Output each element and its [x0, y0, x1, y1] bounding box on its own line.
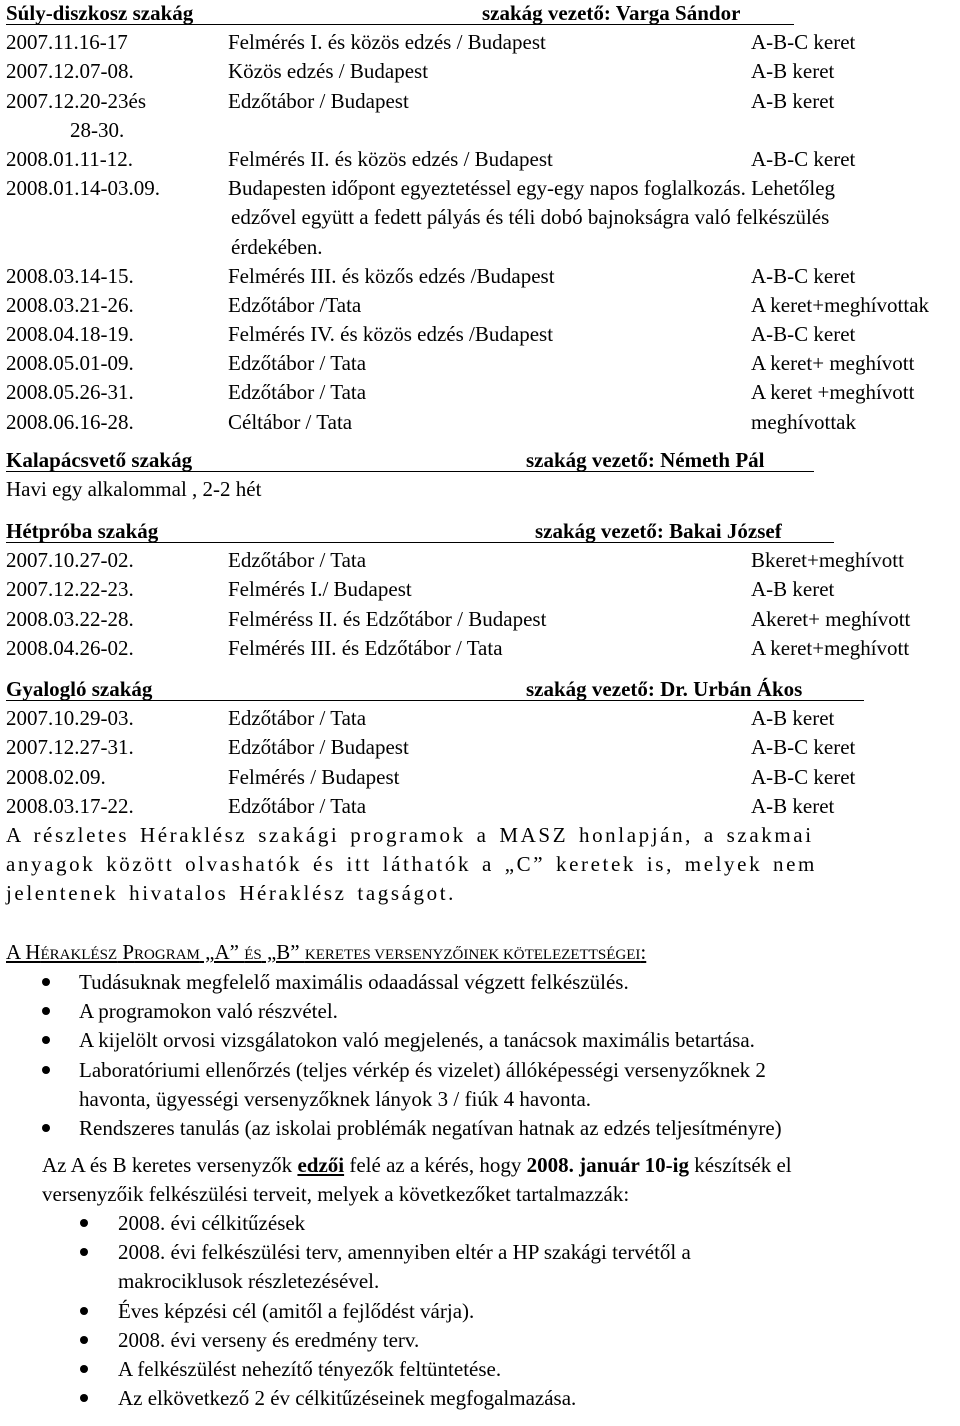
list-item: Laboratóriumi ellenőrzés (teljes vérkép és vizelet) állóképességi versenyzőknek 2 havonta, ügyességi versenyzőknek lányok 3 / fiúk 4 havonta.: [6, 1056, 956, 1114]
schedule-row: [6, 408, 956, 437]
schedule-row-long: 2008.01.14-03.09. Budapesten időpont egyeztetéssel egy-egy napos foglalkozás. Lehetőleg: [6, 176, 836, 201]
list-item: 2008. évi célkitűzések: [6, 1209, 956, 1238]
row-event: Edzőtábor / Tata: [228, 793, 367, 818]
date-continuation: 28-30.: [70, 117, 125, 142]
list-item: Rendszeres tanulás (az iskolai problémák negatívan hatnak az edzés teljesítményre): [6, 1114, 956, 1143]
schedule-row: [6, 733, 956, 762]
row-event: Felméréss II. és Edzőtábor / Budapest: [228, 606, 547, 631]
row-group: A keret+meghívottak: [751, 292, 930, 317]
section-title: Súly-diszkosz szakág: [6, 1, 194, 25]
schedule-row: [6, 145, 956, 174]
row-date: 2007.12.27-31.: [6, 735, 134, 760]
section-title: Hétpróba szakág: [6, 519, 159, 543]
info-paragraph: A részletes Héraklész szakági programok a MASZ honlapján, a szakmai anyagok között olvashatók és itt láthatók a „C” keretek is, melyek nem jelentenek hivatalos Héraklész tagságot.: [6, 823, 817, 906]
schedule-row: [6, 634, 956, 663]
row-event: Edzőtábor / Tata: [228, 351, 367, 376]
section-kalapacsveto: [6, 446, 956, 504]
row-event: Edzőtábor / Budapest: [228, 735, 409, 760]
row-date: 2008.03.21-26.: [6, 292, 134, 317]
row-group: A-B-C keret: [751, 764, 856, 789]
row-event: Edzőtábor /Tata: [228, 292, 362, 317]
row-group: Akeret+ meghívott: [751, 606, 911, 631]
section-header: [6, 517, 956, 546]
list-item: A kijelölt orvosi vizsgálatokon való megjelenés, a tanácsok maximális betartása.: [6, 1026, 956, 1055]
schedule-row: [6, 704, 956, 733]
row-event: Felmérés I. és közös edzés / Budapest: [228, 30, 546, 55]
row-date: 2007.12.22-23.: [6, 577, 134, 602]
schedule-row: [6, 87, 956, 116]
section-header: [6, 0, 956, 28]
obligations-list: [6, 968, 956, 1143]
schedule-row: [6, 262, 956, 291]
list-item: A programokon való részvétel.: [6, 997, 956, 1026]
plan-contents-list: [6, 1209, 956, 1413]
schedule-row: [6, 378, 956, 407]
section-gyaloglo: [6, 675, 956, 821]
schedule-row: [6, 291, 956, 320]
section-leader: szakág vezető: Németh Pál: [526, 448, 765, 472]
row-event: Felmérés I./ Budapest: [228, 577, 412, 602]
section-suly-diszkosz: Súly-diszkosz szakág szakág vezető: Varga Sándor 2007.11.16-17 Felmérés I. és közös edzés / Budapest A-B-C keret 2007.12.07-08. Közös edzés / Budapest A-B keret 2007.12.20-23és Edzőtábor / Budapest A-B keret 28-30. 2008.01.11-12. Felmérés II. és közös edzés / Budapest A-B-C keret 2008.01.14-03.09. Budapesten időpont egyeztetéssel egy-egy napos foglalkozás. Lehetőleg edzővel együtt a fedett pályás és téli dobó bajnokságra való felkészülés érdekében. 2008.03.14-15. Felmérés III. és közős edzés /Budapest A-B-C keret 2008.03.21-26. Edzőtábor /Tata A keret+meghívottak 2008.04.18-19. Felmérés IV. és közös edzés /Budapest A-B-C keret 2008.05.01-09. Edzőtábor / Tata A keret+ meghívott 2008.05.26-31. Edzőtábor / Tata A keret +meghívott 2008.06.16-28. Céltábor / Tata meghívottak: [6, 0, 956, 437]
row-event: Felmérés / Budapest: [228, 764, 400, 789]
section-header: [6, 446, 956, 475]
section-leader: szakág vezető: Varga Sándor: [482, 1, 741, 25]
schedule-row: [6, 546, 956, 575]
list-item: Az elkövetkező 2 év célkitűzéseinek megfogalmazása.: [6, 1384, 956, 1413]
row-event: Edzőtábor / Tata: [228, 548, 367, 573]
row-group: meghívottak: [751, 409, 856, 434]
row-date: 2007.12.20-23és: [6, 88, 146, 113]
section-header: [6, 675, 956, 704]
row-date: 2008.03.14-15.: [6, 263, 134, 288]
row-date: 2008.02.09.: [6, 764, 106, 789]
row-date: 2008.04.26-02.: [6, 635, 134, 660]
row-date: 2008.04.18-19.: [6, 322, 134, 347]
row-date: 2008.05.01-09.: [6, 351, 134, 376]
list-item: 2008. évi felkészülési terv, amennyiben eltér a HP szakági tervétől a makrociklusok részletezésével.: [6, 1238, 956, 1296]
section-hetproba: [6, 517, 956, 663]
list-item: Tudásuknak megfelelő maximális odaadással végzett felkészülés.: [6, 968, 956, 997]
section-leader: szakág vezető: Bakai József: [535, 519, 782, 543]
row-group: A keret +meghívott: [751, 380, 915, 405]
list-item: Éves képzési cél (amitől a fejlődést várja).: [6, 1297, 956, 1326]
row-group: A-B keret: [751, 88, 835, 113]
schedule-row: [6, 575, 956, 604]
row-group: A-B-C keret: [751, 322, 856, 347]
section-note: Havi egy alkalommal , 2-2 hét: [6, 477, 262, 502]
row-event: Edzőtábor / Tata: [228, 706, 367, 731]
row-date: 2007.10.27-02.: [6, 548, 134, 573]
obligations-heading: A HÉRAKLÉSZ PROGRAM „A” ÉS „B” KERETES VERSENYZŐINEK KÖTELEZETTSÉGEI:: [6, 940, 647, 964]
row-event: Felmérés II. és közös edzés / Budapest: [228, 146, 553, 171]
list-item: 2008. évi verseny és eredmény terv.: [6, 1326, 956, 1355]
row-event: Céltábor / Tata: [228, 409, 353, 434]
schedule-row: [6, 349, 956, 378]
row-event: Felmérés III. és közős edzés /Budapest: [228, 263, 555, 288]
row-group: A-B keret: [751, 706, 835, 731]
schedule-row: [6, 28, 956, 57]
row-date: 2007.11.16-17: [6, 30, 128, 55]
row-group: A-B-C keret: [751, 146, 856, 171]
row-group: A-B keret: [751, 577, 835, 602]
schedule-row: [6, 57, 956, 86]
schedule-row: [6, 320, 956, 349]
row-group: A keret+ meghívott: [751, 351, 915, 376]
row-date: 2008.03.17-22.: [6, 793, 134, 818]
row-event: Edzőtábor / Budapest: [228, 88, 409, 113]
row-date: 2007.10.29-03.: [6, 706, 134, 731]
row-event: Közös edzés / Budapest: [228, 59, 429, 84]
row-date: 2008.05.26-31.: [6, 380, 134, 405]
row-group: A-B keret: [751, 59, 835, 84]
row-date: 2008.06.16-28.: [6, 409, 134, 434]
row-event: Edzőtábor / Tata: [228, 380, 367, 405]
row-date: 2008.03.22-28.: [6, 606, 134, 631]
request-paragraph: Az A és B keretes versenyzők edzői felé az a kérés, hogy 2008. január 10-ig készítsék el versenyzőik felkészülési terveit, melyek a következőket tartalmazzák:: [42, 1153, 792, 1207]
row-group: A-B-C keret: [751, 30, 856, 55]
row-group: Bkeret+meghívott: [751, 548, 904, 573]
section-leader: szakág vezető: Dr. Urbán Ákos: [526, 677, 803, 701]
schedule-row: [6, 763, 956, 792]
row-group: A-B-C keret: [751, 263, 856, 288]
schedule-row: [6, 605, 956, 634]
row-group: A keret+meghívott: [751, 635, 910, 660]
row-group: A-B-C keret: [751, 735, 856, 760]
schedule-row: [6, 792, 956, 821]
row-event: Felmérés IV. és közös edzés /Budapest: [228, 322, 554, 347]
list-item: A felkészülést nehezítő tényezők feltüntetése.: [6, 1355, 956, 1384]
row-date: 2008.01.11-12.: [6, 146, 133, 171]
row-date: 2007.12.07-08.: [6, 59, 134, 84]
section-title: Gyalogló szakág: [6, 677, 153, 701]
row-event: Felmérés III. és Edzőtábor / Tata: [228, 635, 503, 660]
row-group: A-B keret: [751, 793, 835, 818]
section-title: Kalapácsvető szakág: [6, 448, 193, 472]
